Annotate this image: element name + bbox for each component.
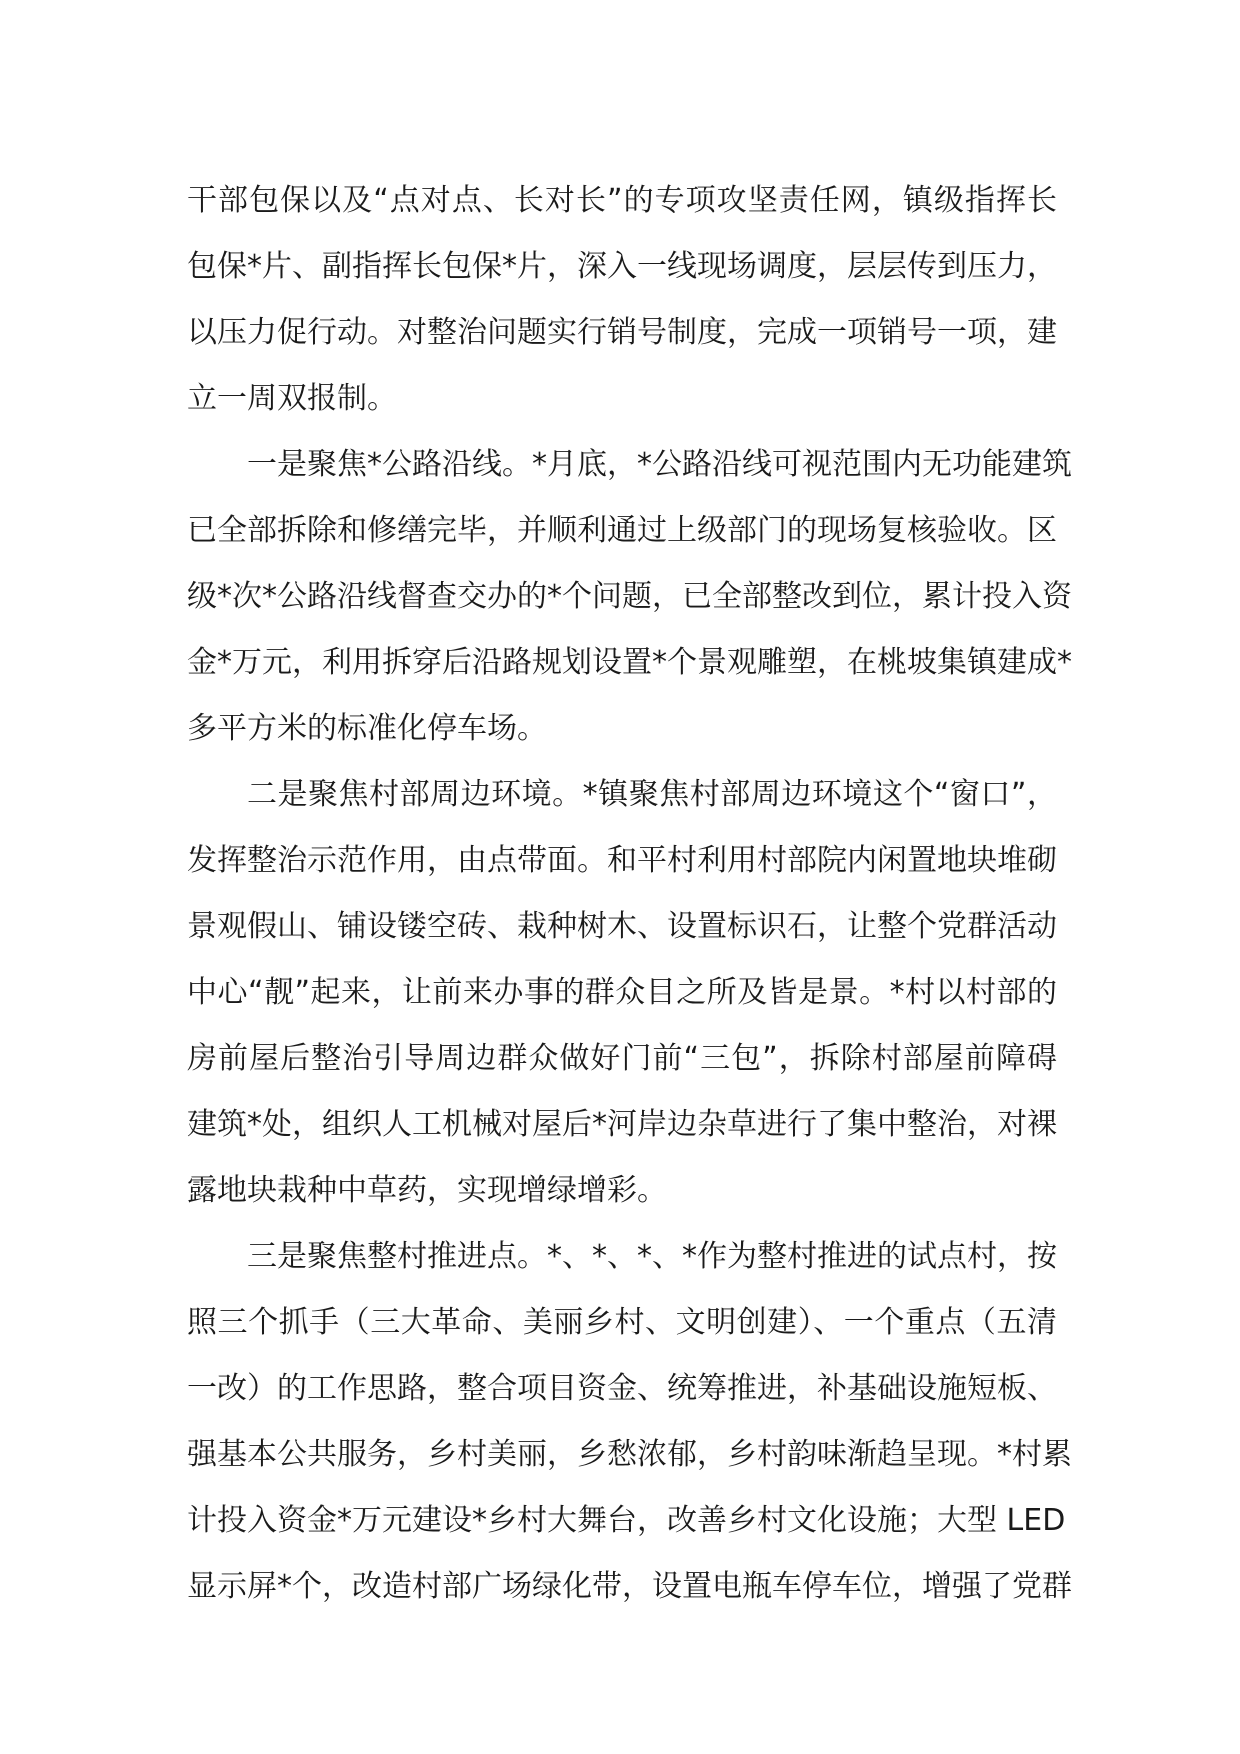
- text-line: 景观假山、铺设镂空砖、栽种树木、设置标识石，让整个党群活动: [187, 909, 1057, 944]
- text-line: 一改）的工作思路，整合项目资金、统筹推进，补基础设施短板、: [187, 1371, 1057, 1406]
- text-line: 照三个抓手（三大革命、美丽乡村、文明创建）、一个重点（五清: [187, 1305, 1057, 1340]
- text-line: 以压力促行动。对整治问题实行销号制度，完成一项销号一项，建: [187, 315, 1057, 350]
- text-line: 已全部拆除和修缮完毕，并顺利通过上级部门的现场复核验收。区: [187, 513, 1057, 548]
- text-line: 计投入资金*万元建设*乡村大舞台，改善乡村文化设施；大型 LED: [187, 1503, 1066, 1538]
- text-line: 房前屋后整治引导周边群众做好门前“三包”，拆除村部屋前障碍: [187, 1041, 1057, 1076]
- text-line: 包保*片、副指挥长包保*片，深入一线现场调度，层层传到压力，: [187, 249, 1057, 284]
- text-line: 露地块栽种中草药，实现增绿增彩。: [187, 1173, 667, 1208]
- text-line: 中心“靓”起来，让前来办事的群众目之所及皆是景。*村以村部的: [187, 975, 1057, 1010]
- paragraph-first-line: 二是聚焦村部周边环境。*镇聚焦村部周边环境这个“窗口”，: [247, 777, 1057, 812]
- paragraph-first-line: 一是聚焦*公路沿线。*月底，*公路沿线可视范围内无功能建筑: [247, 447, 1072, 482]
- text-line: 金*万元，利用拆穿后沿路规划设置*个景观雕塑，在桃坡集镇建成*: [187, 645, 1072, 680]
- text-line: 级*次*公路沿线督查交办的*个问题，已全部整改到位，累计投入资: [187, 579, 1072, 614]
- text-line: 强基本公共服务，乡村美丽，乡愁浓郁，乡村韵味渐趋呈现。*村累: [187, 1437, 1072, 1472]
- text-line: 干部包保以及“点对点、长对长”的专项攻坚责任网，镇级指挥长: [187, 183, 1057, 218]
- document-body: [187, 168, 1072, 1620]
- text-line: 建筑*处，组织人工机械对屋后*河岸边杂草进行了集中整治，对裸: [187, 1107, 1057, 1142]
- text-line: 发挥整治示范作用，由点带面。和平村利用村部院内闲置地块堆砌: [187, 843, 1057, 878]
- text-line: 立一周双报制。: [187, 381, 397, 416]
- paragraph-first-line: 三是聚焦整村推进点。*、*、*、*作为整村推进的试点村，按: [247, 1239, 1057, 1274]
- text-line: 多平方米的标准化停车场。: [187, 711, 547, 746]
- text-line: 显示屏*个，改造村部广场绿化带，设置电瓶车停车位，增强了党群: [187, 1569, 1072, 1604]
